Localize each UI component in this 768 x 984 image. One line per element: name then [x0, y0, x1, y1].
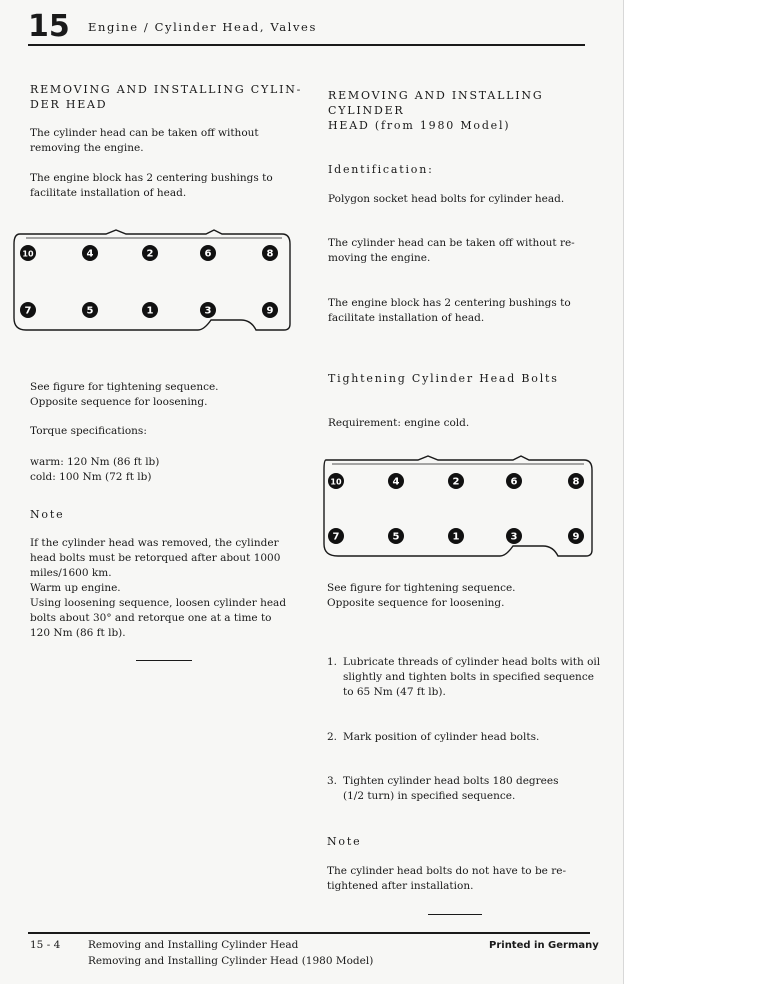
bolt-marker-5: [388, 528, 404, 544]
cylinder-head-outline-1980: [318, 454, 598, 562]
bolt-number: 6: [204, 248, 212, 260]
footer-printed: Printed in Germany: [489, 940, 599, 951]
cylinder-head-outline: [6, 228, 296, 336]
bolt-marker-9: [262, 302, 278, 318]
left-paragraph-3: See figure for tightening sequence. Opposite sequence for loosening.: [30, 381, 219, 408]
bolt-number: 4: [392, 476, 400, 488]
header-rule: [28, 44, 585, 46]
left-section-end-rule: [136, 660, 192, 661]
left-paragraph-2: The engine block has 2 centering bushings to facilitate installation of head.: [30, 172, 273, 199]
bolt-marker-6: [200, 245, 216, 261]
bolt-number: 1: [452, 531, 460, 543]
bolt-marker-1: [448, 528, 464, 544]
right-note-heading: Note: [327, 835, 362, 848]
bolt-number: 9: [572, 531, 580, 543]
torque-cold: cold: 100 Nm (72 ft lb): [30, 471, 152, 483]
bolt-marker-8: [568, 473, 584, 489]
bolt-marker-7: [20, 302, 36, 318]
bolt-marker-10: [20, 245, 36, 261]
footer-rule: [28, 932, 590, 934]
right-note-body: The cylinder head bolts do not have to be re- tightened after installation.: [327, 865, 567, 892]
torque-warm: warm: 120 Nm (86 ft lb): [30, 456, 160, 468]
bolt-marker-4: [82, 245, 98, 261]
right-paragraph-1: The cylinder head can be taken off without re- moving the engine.: [328, 237, 575, 264]
bolt-marker-6: [506, 473, 522, 489]
torque-spec-values: [30, 455, 159, 485]
right-paragraph-2: The engine block has 2 centering bushings to facilitate installation of head.: [328, 297, 571, 324]
right-section-end-rule: [428, 914, 482, 915]
identification-heading: Identification:: [328, 163, 434, 176]
bolt-marker-4: [388, 473, 404, 489]
bolt-number: 10: [22, 249, 34, 259]
left-note-body: If the cylinder head was removed, the cylinder head bolts must be retorqued after about 1000 miles/1600 km. Warm up engine. Using loosening sequence, loosen cylinder head bolts about 30° and retorque one at a time to 120 Nm (86 ft lb).: [30, 537, 287, 639]
chapter-number: 15: [28, 9, 70, 44]
bolt-number: 10: [330, 477, 342, 487]
footer-contents: Removing and Installing Cylinder Head Removing and Installing Cylinder Head (1980 Model): [88, 939, 374, 967]
right-bolt-sequence-diagram: [318, 454, 598, 562]
bolt-number: 9: [266, 305, 274, 317]
left-note-heading: Note: [30, 508, 65, 521]
bolt-marker-8: [262, 245, 278, 261]
bolt-marker-5: [82, 302, 98, 318]
bolt-number: 6: [510, 476, 518, 488]
requirement-text: Requirement: engine cold.: [328, 417, 470, 429]
bolt-number: 5: [392, 531, 400, 543]
bolt-marker-2: [142, 245, 158, 261]
bolt-number: 2: [146, 248, 154, 260]
page-header-title: Engine / Cylinder Head, Valves: [88, 20, 317, 34]
bolt-number: 4: [86, 248, 94, 260]
identification-text: Polygon socket head bolts for cylinder head.: [328, 193, 565, 205]
right-section-heading: REMOVING AND INSTALLING CYLINDER HEAD (from 1980 Model): [328, 89, 544, 132]
right-paragraph-3: See figure for tightening sequence. Opposite sequence for loosening.: [327, 582, 516, 609]
bolt-number: 3: [204, 305, 212, 317]
bolt-number: 7: [332, 531, 340, 543]
bolt-marker-3: [506, 528, 522, 544]
left-bolt-sequence-diagram: [6, 228, 296, 336]
torque-spec-label: Torque specifications:: [30, 425, 147, 437]
bolt-number: 5: [86, 305, 94, 317]
bolt-marker-9: [568, 528, 584, 544]
left-section-heading: REMOVING AND INSTALLING CYLIN- DER HEAD: [30, 83, 303, 111]
bolt-number: 8: [266, 248, 274, 260]
tightening-heading: Tightening Cylinder Head Bolts: [328, 372, 559, 385]
bolt-marker-3: [200, 302, 216, 318]
bolt-marker-1: [142, 302, 158, 318]
step-item: 3. Tighten cylinder head bolts 180 degrees (1/2 turn) in specified sequence.: [327, 775, 559, 802]
bolt-number: 3: [510, 531, 518, 543]
bolt-number: 8: [572, 476, 580, 488]
left-paragraph-1: The cylinder head can be taken off without removing the engine.: [30, 127, 259, 154]
bolt-marker-7: [328, 528, 344, 544]
step-list: [327, 655, 607, 804]
bolt-number: 2: [452, 476, 460, 488]
step-item: 2. Mark position of cylinder head bolts.: [327, 731, 540, 743]
step-item: 1. Lubricate threads of cylinder head bolts with oil slightly and tighten bolts in specified sequence to 65 Nm (47 ft lb).: [327, 656, 601, 698]
bolt-marker-10: [328, 473, 344, 489]
bolt-number: 7: [24, 305, 32, 317]
bolt-marker-2: [448, 473, 464, 489]
footer-page-number: 15 - 4: [30, 939, 61, 951]
bolt-number: 1: [146, 305, 154, 317]
